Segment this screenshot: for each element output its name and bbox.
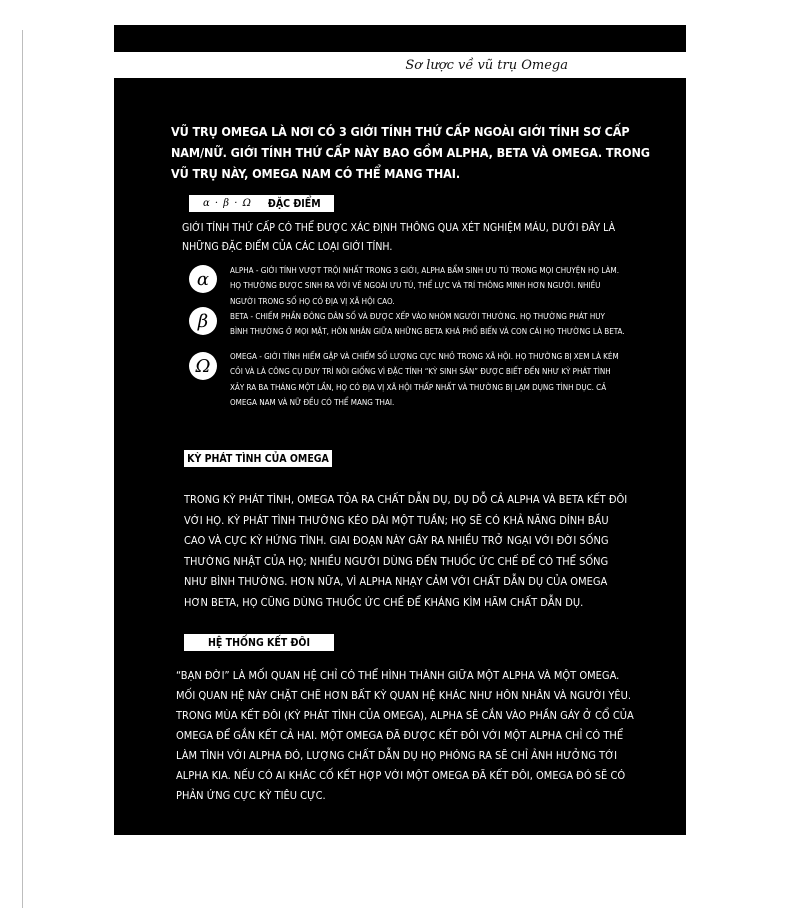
header-banner [114,52,686,78]
page-title: Sơ lược về vũ trụ Omega [405,57,568,73]
omega-description: OMEGA - GIỚI TÍNH HIẾM GẶP VÀ CHIẾM SỐ LƯỢNG CỰC NHỎ TRONG XÃ HỘI. HỌ THƯỜNG BỊ XEM LÀ KÉM CỎI VÀ LÀ CÔNG CỤ DUY TRÌ NÒI GIỐNG VÌ ĐẶC TÍNH “KỲ SINH SẢN” ĐƯỢC BIẾT ĐẾN NHƯ KỲ PHÁT TÌNH XẢY RA BA THÁNG MỘT LẦN, HỌ CÓ ĐỊA VỊ XÃ HỘI THẤP NHẤT VÀ THƯỜNG BỊ LẠM DỤNG TÌNH DỤC. CẢ OMEGA NAM VÀ NỮ ĐỀU CÓ THỂ MANG THAI. [230,352,619,407]
intro-paragraph: VŨ TRỤ OMEGA LÀ NƠI CÓ 3 GIỚI TÍNH THỨ CẤP NGOÀI GIỚI TÍNH SƠ CẤP NAM/NỮ. GIỚI TÍNH THỨ CẤP NÀY BAO GỒM ALPHA, BETA VÀ OMEGA. TRONG VŨ TRỤ NÀY, OMEGA NAM CÓ THỂ MANG THAI. [171,124,650,181]
alpha-icon: α [189,265,217,293]
alpha-description: ALPHA - GIỚI TÍNH VƯỢT TRỘI NHẤT TRONG 3 GIỚI, ALPHA BẨM SINH ƯU TÚ TRONG MỌI CHUYỆN HỌ LÀM. HỌ THƯỜNG ĐƯỢC SINH RA VỚI VẺ NGOÀI ƯU TÚ, THỂ LỰC VÀ TRÍ THÔNG MINH HƠN NGƯỜI. NHIỀU NGƯỜI TRONG SỐ HỌ CÓ ĐỊA VỊ XÃ HỘI CAO. [230,266,619,306]
bond-label [184,634,334,651]
bond-label-text: HỆ THỐNG KẾT ĐÔI [208,636,310,649]
bond-paragraph: “BẠN ĐỜI” LÀ MỐI QUAN HỆ CHỈ CÓ THỂ HÌNH THÀNH GIỮA MỘT ALPHA VÀ MỘT OMEGA. MỐI QUAN HỆ NÀY CHẶT CHẼ HƠN BẤT KỲ QUAN HỆ KHÁC NHƯ HÔN NHÂN VÀ NGƯỜI YÊU. TRONG MÙA KẾT ĐÔI (KỲ PHÁT TÌNH CỦA OMEGA), ALPHA SẼ CẮN VÀO PHẦN GÁY Ở CỔ CỦA OMEGA ĐỂ GẮN KẾT CẢ HAI. MỘT OMEGA ĐÃ ĐƯỢC KẾT ĐÔI VỚI MỘT ALPHA CHỈ CÓ THỂ LÀM TÌNH VỚI ALPHA ĐÓ, LƯỢNG CHẤT DẪN DỤ HỌ PHÓNG RA SẼ CHỈ ẢNH HƯỞNG TỚI ALPHA KIA. NẾU CÓ AI KHÁC CỐ KẾT HỢP VỚI MỘT OMEGA ĐÃ KẾT ĐÔI, OMEGA ĐÓ SẼ CÓ PHẢN ỨNG CỰC KỲ TIÊU CỰC. [176,669,634,802]
heat-label-text: KỲ PHÁT TÌNH CỦA OMEGA [187,452,329,465]
beta-description: BETA - CHIẾM PHẦN ĐÔNG DÂN SỐ VÀ ĐƯỢC XẾP VÀO NHÓM NGƯỜI THƯỜNG. HỌ THƯỜNG PHÁT HUY BÌNH THƯỜNG Ở MỌI MẶT, HÔN NHÂN GIỮA NHỮNG BETA KHÁ PHỔ BIẾN VÀ CON CÁI HỌ THƯỜNG LÀ BETA. [230,312,625,337]
page-margin-line [22,30,23,908]
features-paragraph: GIỚI TÍNH THỨ CẤP CÓ THỂ ĐƯỢC XÁC ĐỊNH THÔNG QUA XÉT NGHIỆM MÁU, DƯỚI ĐÂY LÀ NHỮNG ĐẶC ĐIỂM CỦA CÁC LOẠI GIỚI TÍNH. [182,222,616,253]
heat-label [184,450,332,467]
document-page [114,25,686,835]
heat-paragraph: TRONG KỲ PHÁT TÌNH, OMEGA TỎA RA CHẤT DẪN DỤ, DỤ DỖ CẢ ALPHA VÀ BETA KẾT ĐÔI VỚI HỌ. KỲ PHÁT TÌNH THƯỜNG KÉO DÀI MỘT TUẦN; HỌ SẼ CÓ KHẢ NĂNG DÍNH BẦU CAO VÀ CỰC KỲ HỨNG TÌNH. GIAI ĐOẠN NÀY GÂY RA NHIỀU TRỞ NGẠI VỚI ĐỜI SỐNG THƯỜNG NHẬT CỦA HỌ; NHIỀU NGƯỜI DÙNG ĐẾN THUỐC ỨC CHẾ ĐỂ CÓ THỂ SỐNG NHƯ BÌNH THƯỜNG. HƠN NỮA, VÌ ALPHA NHẠY CẢM VỚI CHẤT DẪN DỤ CỦA OMEGA HƠN BETA, HỌ CŨNG DÙNG THUỐC ỨC CHẾ ĐỂ KHÁNG KÌM HÃM CHẤT DẪN DỤ. [184,493,628,609]
features-label-text: ĐẶC ĐIỂM [267,197,321,210]
greek-symbols: α · β · Ω [203,198,252,209]
features-label [189,195,334,212]
beta-icon: β [189,307,217,335]
omega-icon: Ω [189,352,217,380]
